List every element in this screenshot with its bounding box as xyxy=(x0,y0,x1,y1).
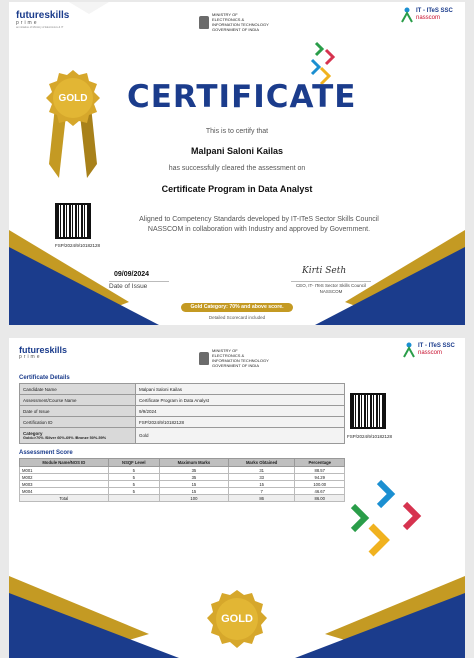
issue-date: 09/09/2024 xyxy=(114,271,150,278)
scorecard-chevron-decoration-icon xyxy=(345,478,425,563)
candidate-name: Malpani Saloni Kailas xyxy=(190,146,284,156)
certificate-qr-id: FSP/2024/9/10182128 xyxy=(55,243,101,248)
ministry-logo: MINISTRY OF ELECTRONICS & INFORMATION TECHNOLOGY GOVERNMENT OF INDIA xyxy=(199,12,269,32)
table-row: Date of Issue 9/9/2024 xyxy=(20,406,345,417)
aligned-text: Aligned to Competency Standards developed by IT-ITeS Sector Skills Council NASSCOM in collaboration with Industry and approved by Government. xyxy=(139,216,379,233)
scorecard-qr-code[interactable] xyxy=(350,393,386,429)
scorecard-page xyxy=(9,338,465,658)
chevron-decoration-icon xyxy=(308,40,340,84)
gold-badge-label: GOLD xyxy=(58,93,88,104)
gold-category-badge: Gold Category: 70% and above score. xyxy=(181,303,293,312)
table-row: Candidate Name Malpani Saloni Kailas xyxy=(20,384,345,395)
signatory-title: CEO, IT- ITeS Sector Skills Council NASSCOM xyxy=(295,283,367,294)
scorecard-qr-id: FSP/2024/9/10182128 xyxy=(347,434,393,439)
signature-divider xyxy=(291,281,371,282)
scorecard-ssc-logo: IT - ITeS SSC nasscom xyxy=(403,342,455,358)
table-row: M001 5 35 31 88.57 xyxy=(20,467,345,474)
ssc-figure-icon xyxy=(401,7,413,23)
table-row: Certification ID FSP/2024/9/10182128 xyxy=(20,417,345,428)
certificate-details-table xyxy=(19,383,345,444)
assessment-score-title: Assessment Score xyxy=(19,450,73,456)
certificate-qr-code[interactable] xyxy=(55,203,91,239)
gold-medal-icon xyxy=(37,66,109,181)
date-divider xyxy=(109,281,169,282)
table-row: M002 5 35 33 94.29 xyxy=(20,474,345,481)
certificate-title: CERTIFICATE xyxy=(127,79,357,115)
table-row: M003 5 15 15 100.00 xyxy=(20,481,345,488)
national-emblem-icon xyxy=(199,16,209,29)
table-header-row: Module Name/NOS ID NSQF Level Maximum Marks Marks Obtained Percentage xyxy=(20,459,345,467)
scorecard-emblem-icon xyxy=(199,352,209,365)
cleared-text: has successfully cleared the assessment on xyxy=(168,165,306,172)
date-label: Date of Issue xyxy=(109,283,148,290)
certify-text: This is to certify that xyxy=(205,128,269,135)
certificate-page xyxy=(9,2,465,325)
futureskills-logo: futureskills prime an initiative of Ministry of Electronics & IT xyxy=(16,10,70,29)
ssc-nasscom-logo: IT - ITeS SSC nasscom xyxy=(401,7,453,23)
table-row: M004 5 15 7 46.67 xyxy=(20,488,345,495)
scorecard-ministry-logo: MINISTRY OF ELECTRONICS & INFORMATION TECHNOLOGY GOVERNMENT OF INDIA xyxy=(199,348,269,368)
scorecard-futureskills-logo: futureskills prime xyxy=(19,345,68,360)
table-row-total: Total 100 86 86.00 xyxy=(20,495,345,502)
scorecard-ssc-figure-icon xyxy=(403,342,415,358)
scorecard-gold-label: GOLD xyxy=(221,613,253,625)
certificate-details-title: Certificate Details xyxy=(19,375,70,381)
detailed-scorecard-note: Detailed Scorecard included xyxy=(208,315,266,320)
table-row: Category Gold=>70% /Silver 60%-69% /Bronze 50%-59% Gold xyxy=(20,428,345,444)
program-name: Certificate Program in Data Analyst xyxy=(161,184,313,194)
assessment-score-table xyxy=(19,458,345,502)
table-row: Assessment/Course Name Certificate Program in Data Analyst xyxy=(20,395,345,406)
ceo-signature: Kirti Seth xyxy=(302,266,347,276)
